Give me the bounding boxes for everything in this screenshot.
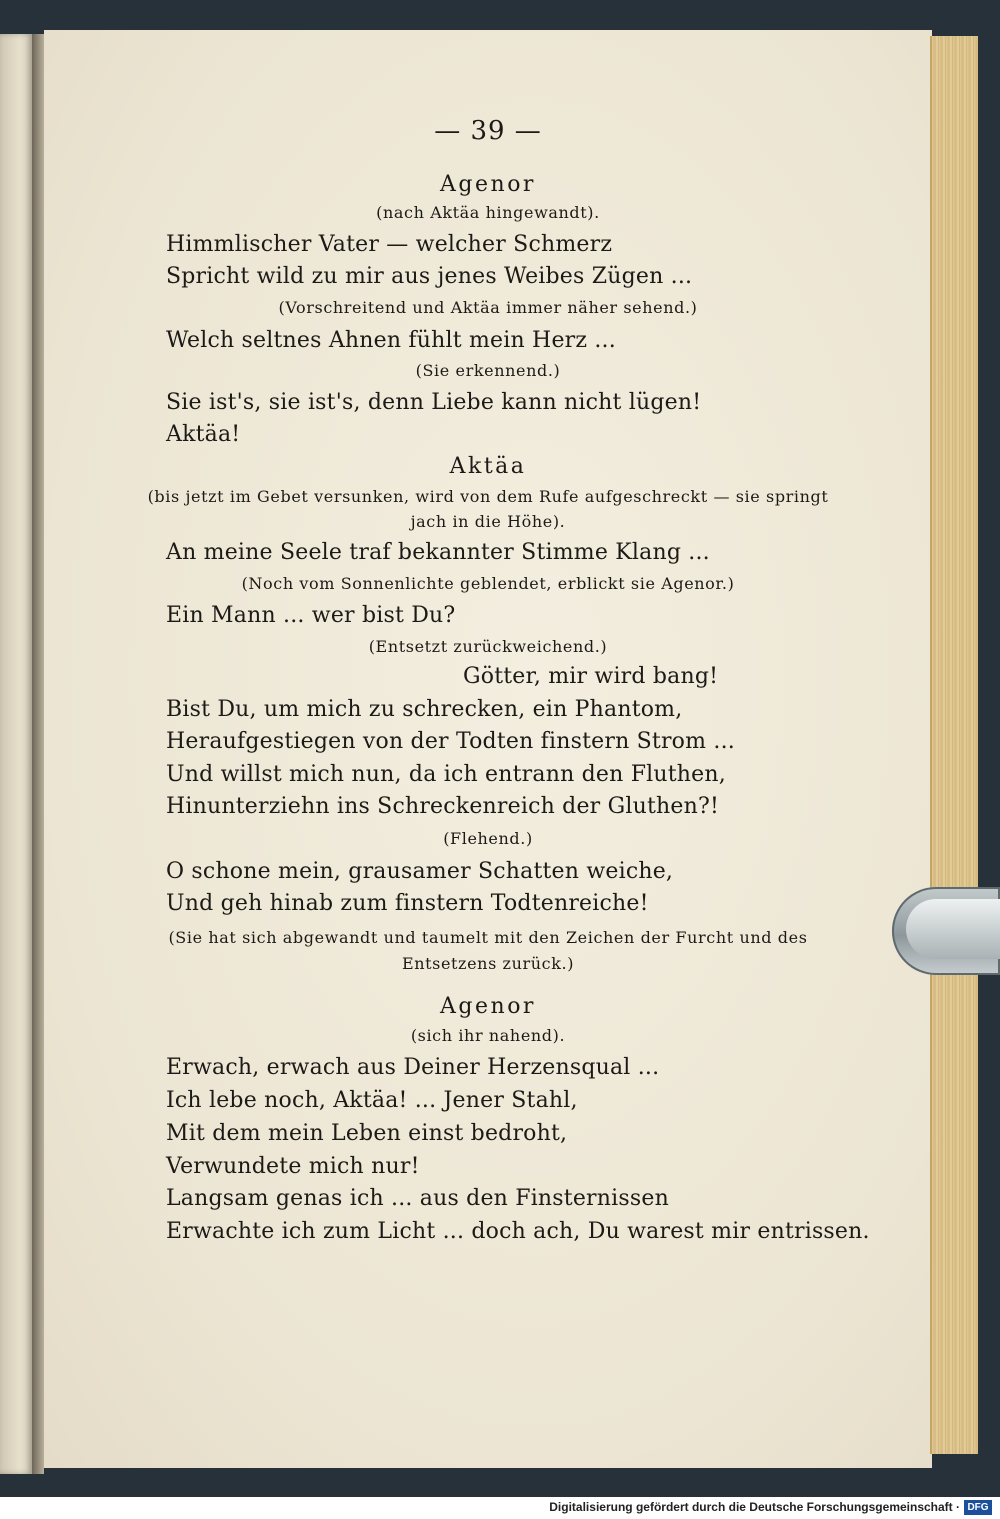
stage-direction: Entsetzens zurück.) [401, 954, 575, 973]
speaker-name: Aktäa [449, 454, 527, 479]
stage-direction: (bis jetzt im Gebet versunken, wird von dem Rufe aufgeschreckt — sie springt [147, 487, 829, 506]
digitization-footer [0, 1497, 1000, 1519]
funding-credit: Digitalisierung gefördert durch die Deutsche Forschungsgemeinschaft · [549, 1500, 960, 1514]
dfg-logo: DFG [964, 1500, 992, 1515]
stage-direction: (Vorschreitend und Aktäa immer näher sehend.) [278, 298, 698, 317]
stage-direction: (Sie hat sich abgewandt und taumelt mit den Zeichen der Furcht und des [168, 928, 808, 947]
stage-direction: (nach Aktäa hingewandt). [376, 203, 600, 222]
verse-line: Langsam genas ich ... aus den Finsternissen [166, 1186, 669, 1211]
speaker-name: Agenor [440, 172, 536, 197]
verse-line: Verwundete mich nur! [166, 1154, 420, 1179]
verse-line: Sie ist's, sie ist's, denn Liebe kann nicht lügen! [166, 390, 702, 415]
verse-line: Welch seltnes Ahnen fühlt mein Herz ... [166, 328, 616, 353]
stage-direction: (Noch vom Sonnenlichte geblendet, erblickt sie Agenor.) [241, 574, 735, 593]
verse-line: Heraufgestiegen von der Todten finstern Strom ... [166, 729, 735, 754]
speaker-name: Agenor [440, 994, 536, 1019]
page-number: — 39 — [434, 116, 542, 146]
verse-line: Aktäa! [166, 422, 241, 447]
stage-direction: (Entsetzt zurückweichend.) [368, 637, 608, 656]
verse-line: Mit dem mein Leben einst bedroht, [166, 1121, 568, 1146]
verse-line: Spricht wild zu mir aus jenes Weibes Zügen ... [166, 264, 693, 289]
verse-line: An meine Seele traf bekannter Stimme Klang ... [166, 540, 710, 565]
verse-line: Und willst mich nun, da ich entrann den Fluthen, [166, 762, 726, 787]
verse-line: O schone mein, grausamer Schatten weiche, [166, 859, 674, 884]
stage-direction: jach in die Höhe). [410, 512, 566, 531]
verse-line: Ein Mann ... wer bist Du? [166, 603, 456, 628]
stage-direction: (Sie erkennend.) [415, 361, 561, 380]
verse-line: Ich lebe noch, Aktäa! ... Jener Stahl, [166, 1088, 578, 1113]
verse-line: Himmlischer Vater — welcher Schmerz [166, 232, 613, 257]
verse-line: Bist Du, um mich zu schrecken, ein Phantom, [166, 697, 683, 722]
verse-line: Götter, mir wird bang! [463, 664, 719, 689]
stage-direction: (sich ihr nahend). [410, 1026, 566, 1045]
verse-line: Erwachte ich zum Licht ... doch ach, Du warest mir entrissen. [166, 1219, 870, 1244]
verse-line: Und geh hinab zum finstern Todtenreiche! [166, 891, 649, 916]
verse-line: Hinunterziehn ins Schreckenreich der Gluthen?! [166, 794, 719, 819]
stage-direction: (Flehend.) [443, 829, 533, 848]
verse-line: Erwach, erwach aus Deiner Herzensqual ... [166, 1055, 660, 1080]
